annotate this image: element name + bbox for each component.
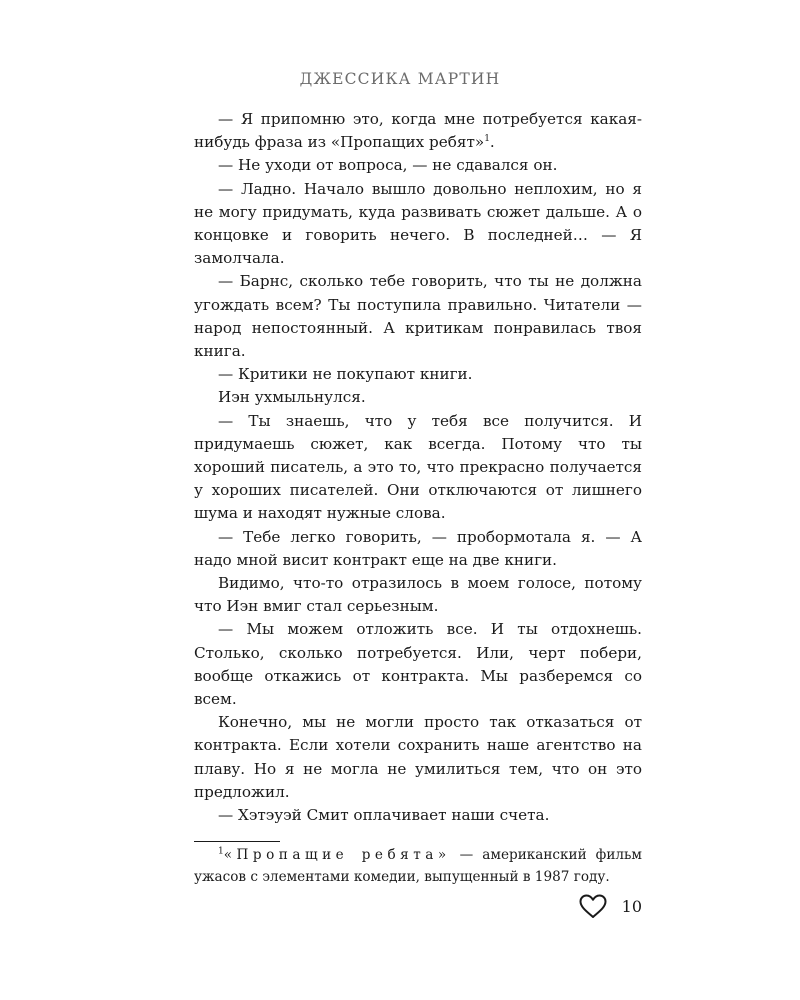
paragraph: — Мы можем отложить все. И ты отдохнешь. Столько, сколько потребуется. Или, черт побери, вообще откажись от контракта. Мы разберемся со всем. xyxy=(194,620,642,709)
paragraph: Видимо, что-то отразилось в моем голосе, потому что Иэн вмиг стал серьезным. xyxy=(194,574,642,616)
paragraph: Конечно, мы не могли просто так отказаться от контракта. Если хотели сохранить наше агентство на плаву. Но я не могла не умилиться тем, что он это предложил. xyxy=(194,713,642,801)
page-footer xyxy=(578,893,642,919)
paragraph: — Барнс, сколько тебе говорить, что ты не должна угождать всем? Ты поступила правильно. Читатели — народ непостоянный. А критикам понравилась твоя книга. xyxy=(194,272,642,361)
running-header: ДЖЕССИКА МАРТИН xyxy=(299,70,501,88)
footnote xyxy=(194,845,642,888)
heart-outline-icon xyxy=(578,893,608,919)
paragraph: — Хэтэуэй Смит оплачивает наши счета. xyxy=(218,806,550,825)
footnote-title: «Пропащие ребята» xyxy=(223,847,451,863)
page-body xyxy=(194,108,642,827)
footnote-reference[interactable]: 1 xyxy=(484,134,490,145)
page-number: 10 xyxy=(621,896,642,916)
paragraph: — Ты знаешь, что у тебя все получится. И придумаешь сюжет, как всегда. Потому что ты хороший писатель, а это то, что прекрасно получается у хороших писателей. Они отключаются от лишнего шума и находят нужные слова. xyxy=(194,411,642,523)
footnote-marker: 1 xyxy=(218,846,224,857)
footnote-text: — американский фильм ужасов с элементами комедии, выпущенный в 1987 году. xyxy=(194,847,642,885)
paragraph: — Критики не покупают книги. xyxy=(218,365,473,384)
paragraph: — Тебе легко говорить, — пробормотала я. — А надо мной висит контракт еще на две книги. xyxy=(194,527,642,569)
footnote-divider xyxy=(194,841,280,842)
paragraph: — Ладно. Начало вышло довольно неплохим, но я не могу придумать, куда развивать сюжет дальше. А о концовке и говорить нечего. В последней… — Я замолчала. xyxy=(194,179,642,268)
paragraph: Иэн ухмыльнулся. xyxy=(218,388,366,407)
paragraph: — Я припомню это, когда мне потребуется какая-нибудь фраза из «Пропащих ребят»$^1$. xyxy=(194,110,642,152)
paragraph: — Не уходи от вопроса, — не сдавался он. xyxy=(218,156,558,175)
